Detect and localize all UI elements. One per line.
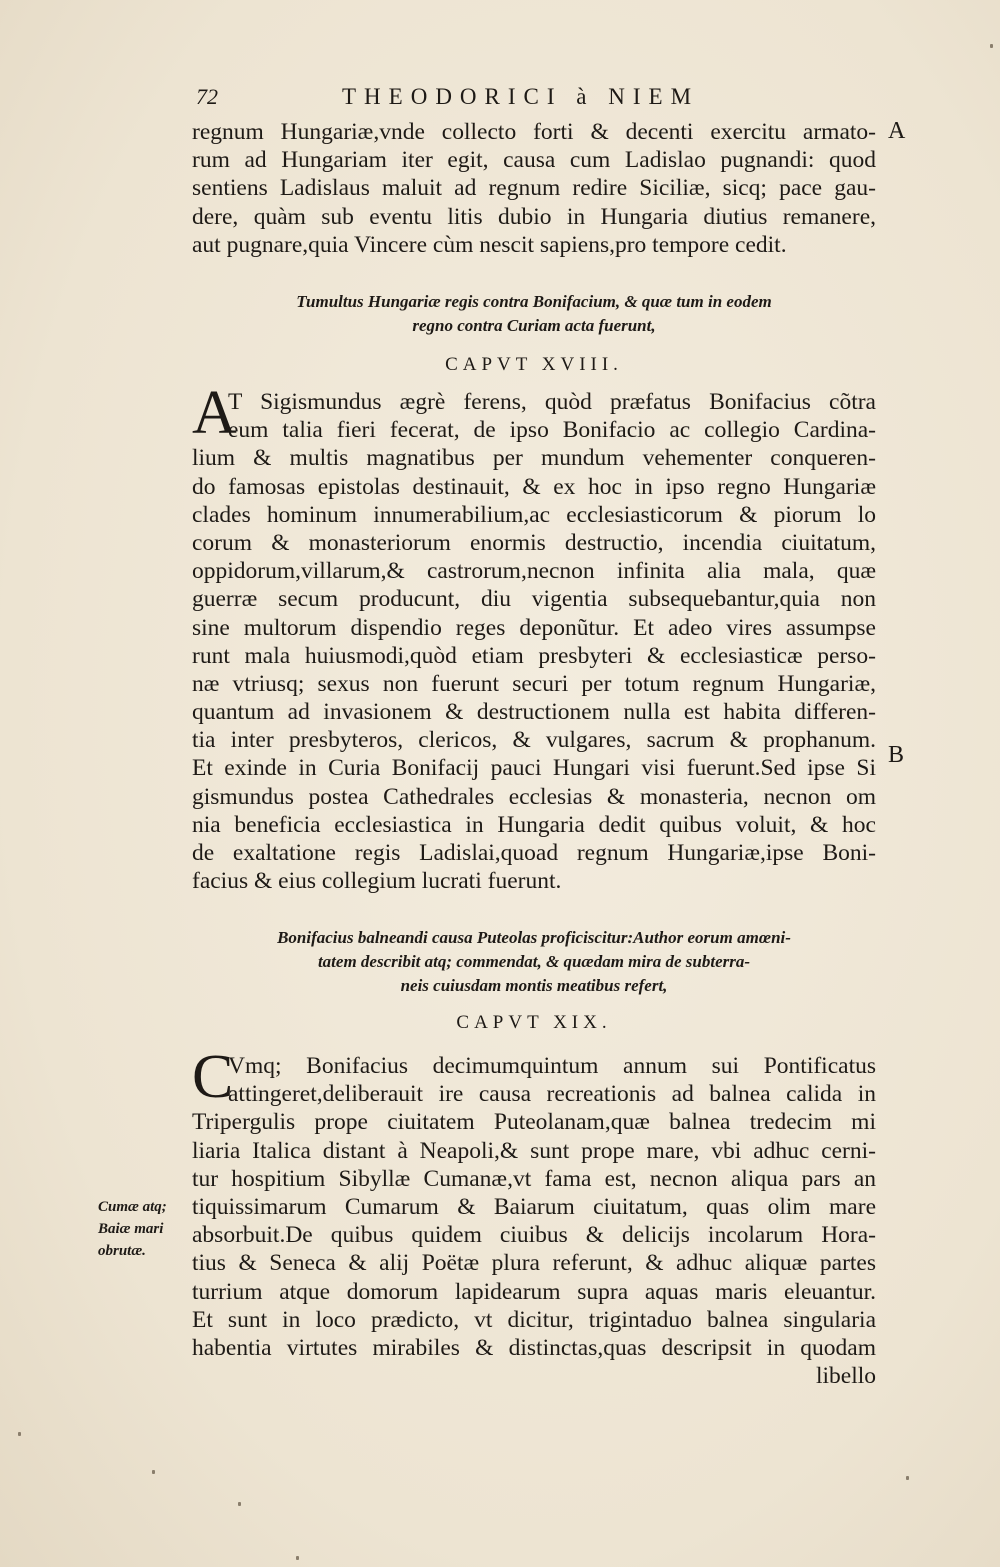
text-line: dere, quàm sub eventu litis dubio in Hungaria diutius remanere, [192,203,876,230]
text-line: gismundus postea Cathedrales ecclesias & monasteria, necnon om [192,783,876,810]
text-line: oppidorum,villarum,& castrorum,necnon infinita alia mala, quæ [192,558,876,585]
text-line: quantum ad invasionem & destructionem nulla est habita differen- [192,699,876,726]
text-line: sentiens Ladislaus maluit ad regnum redire Siciliæ, sicq; pace gau- [192,175,876,202]
summary-line: Bonifacius balneandi causa Puteolas proficiscitur:Author eorum amœni- [277,928,791,947]
margin-note-line: obrutæ. [98,1243,146,1259]
chapter-18-title: CAPVT XVIII. [445,354,623,375]
text-line: attingeret,deliberauit ire causa recreationis ad balnea calida in [228,1081,876,1108]
chapter-19-body [192,1043,876,1390]
text-line: Vmq; Bonifacius decimumquintum annum sui Pontificatus [228,1053,876,1079]
text-line: liaria Italica distant à Neapoli,& sunt prope mare, vbi adhuc cerni- [192,1137,876,1164]
page-number: 72 [196,84,218,109]
text-line: Et sunt in loco prædicto, vt dicitur, trigintaduo balnea singularia [192,1306,876,1333]
text-line: Tripergulis prope ciuitatem Puteolanam,quæ balnea tredecim mi [192,1109,876,1136]
text-line: T Sigismundus ægrè ferens, quòd præfatus Bonifacius cõtra [228,389,876,415]
summary-line: Tumultus Hungariæ regis contra Bonifacium, & quæ tum in eodem [296,292,772,311]
summary-line: neis cuiusdam montis meatibus refert, [400,976,668,995]
text-line: næ vtriusq; sexus non fuerunt securi per totum regnum Hungariæ, [192,670,876,697]
drop-cap: C [192,1043,234,1111]
text-line: tia inter presbyteros, clericos, & vulgares, sacrum & prophanum. [192,727,876,754]
text-line: absorbuit.De quibus quidem ciuibus & delicijs incolarum Hora- [192,1222,876,1249]
paper-speck [990,44,993,48]
text-line: regnum Hungariæ,vnde collecto forti & decenti exercitu armato- [192,119,876,145]
text-line: eum talia fieri fecerat, de ipso Bonifacio ac collegio Cardina- [228,417,876,444]
margin-letter-a: A [888,118,906,144]
text-line: sine multorum dispendio reges deponũtur. Et adeo vires assumpse [192,614,876,641]
text-line: clades hominum innumerabilium,ac ecclesiasticorum & piorum lo [192,501,876,528]
summary-line: tatem describit atq; commendat, & quædam mira de subterra- [317,952,751,971]
text-line: tius & Seneca & alij Poëtæ plura referunt, & adhuc aliquæ partes [192,1250,876,1277]
text-line: lium & multis magnatibus per mundum vehementer conqueren- [192,445,876,472]
text-line: turrium atque domorum lapidearum supra aquas maris eleuantur. [192,1278,876,1305]
paper-speck [296,1556,299,1560]
margin-note-line: Baiæ mari [98,1221,164,1237]
text-line: corum & monasteriorum enormis destructio, incendia ciuitatum, [192,529,876,556]
chapter-19-title: CAPVT XIX. [456,1012,612,1033]
text-line: nia beneficia ecclesiastica in Hungaria dedit quibus voluit, & hoc [192,811,876,838]
chapter-19-summary [192,926,876,998]
text-line: rum ad Hungariam iter egit, causa cum Ladislao pugnandi: quod [192,147,876,174]
text-line: facius & eius collegium lucrati fuerunt. [192,868,562,895]
margin-letter-b: B [888,742,905,768]
chapter-18-summary [192,290,876,338]
text-line: runt mala huiusmodi,quòd etiam presbyteri & ecclesiasticæ perso- [192,642,876,669]
summary-line: regno contra Curiam acta fuerunt, [412,316,656,335]
paper-speck [152,1470,155,1474]
paper-speck [906,1476,909,1480]
drop-cap: A [192,379,237,447]
text-line: aut pugnare,quia Vincere cùm nescit sapiens,pro tempore cedit. [192,231,787,258]
text-line: habentia virtutes mirabiles & distinctas,quas descripsit in quodam [192,1334,876,1361]
paper-speck [238,1502,241,1506]
paper-speck [18,1432,21,1436]
chapter-18-body [192,379,876,895]
text-line: de exaltatione regis Ladislai,quoad regnum Hungariæ,ipse Boni- [192,840,876,866]
catchword: libello [815,1363,876,1390]
paragraph-continuation [192,118,876,259]
text-line: tiquissimarum Cumarum & Baiarum ciuitatum, quas olim mare [192,1193,876,1220]
text-line: guerræ secum producunt, diu vigentia subsequebantur,quia non [192,586,876,613]
page-header [192,84,872,114]
text-line: Et exinde in Curia Bonifacij pauci Hungari visi fuerunt.Sed ipse Si [192,755,876,782]
text-line: do famosas epistolas destinauit, & ex hoc in ipso regno Hungariæ [192,473,876,500]
margin-note [98,1196,183,1262]
margin-note-line: Cumæ atq; [98,1199,167,1215]
text-line: tur hospitium Sibyllæ Cumanæ,vt fama est, necnon aliqua pars an [192,1165,876,1192]
running-head: THEODORICI à NIEM [342,84,700,109]
